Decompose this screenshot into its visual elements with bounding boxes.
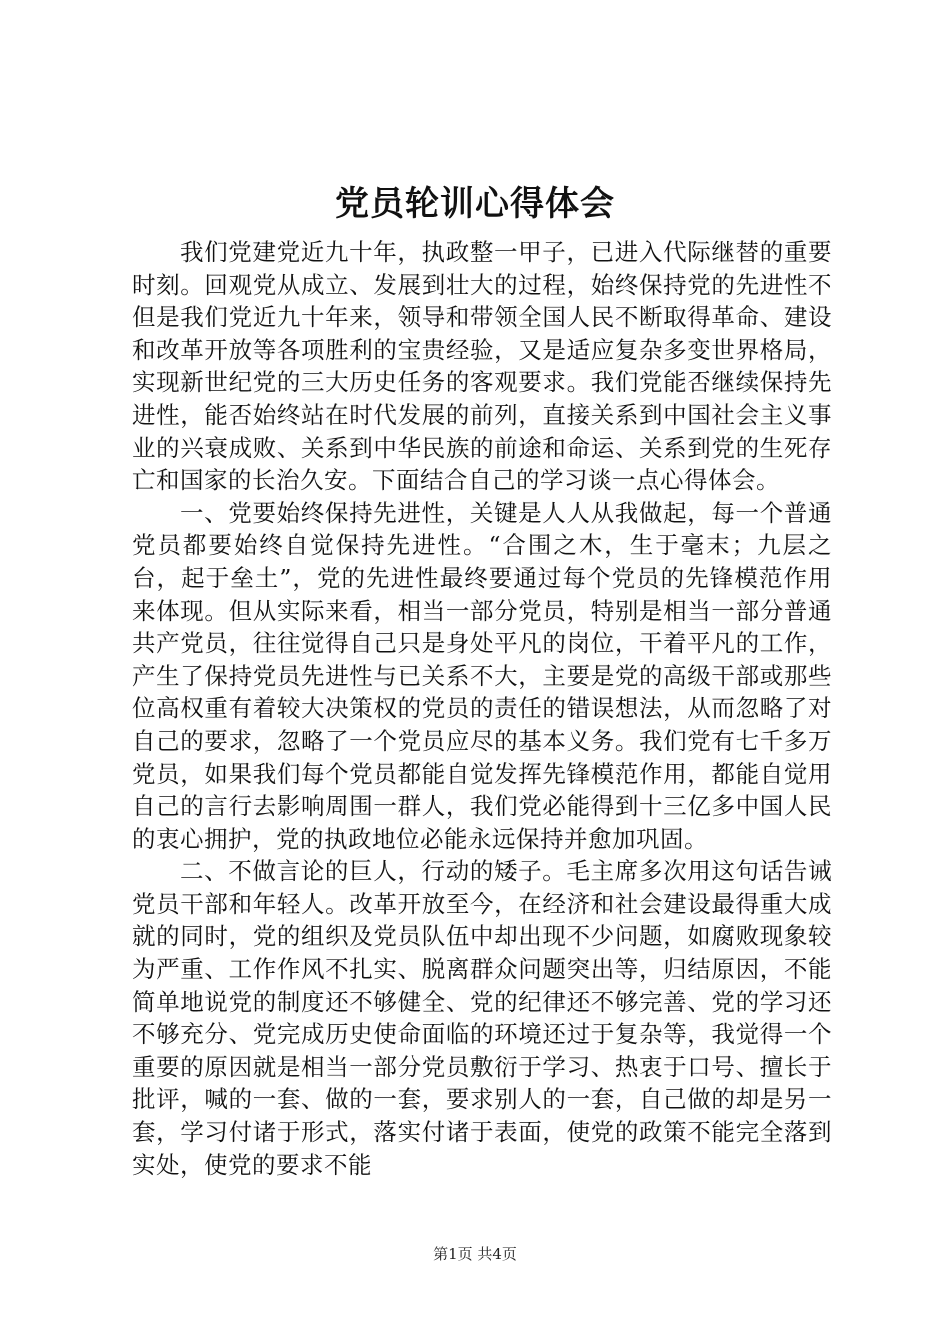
paragraph-section-one: 一、党要始终保持先进性，关键是人人从我做起，每一个普通党员都要始终自觉保持先进性。“合围之木，生于毫末；九层之台，起于垒土”，党的先进性最终要通过每个党员的先锋模范作用来体现。但从实际来看，相当一部分党员，特别是相当一部分普通共产党员，往往觉得自己只是身处平凡的岗位，干着平凡的工作，产生了保持党员先进性与已关系不大，主要是党的高级干部或那些位高权重有着较大决策权的党员的责任的错误想法，从而忽略了对自己的要求，忽略了一个党员应尽的基本义务。我们党有七千多万党员，如果我们每个党员都能自觉发挥先锋模范作用，都能自觉用自己的言行去影响周围一群人，我们党必能得到十三亿多中国人民的衷心拥护，党的执政地位必能永远保持并愈加巩固。 [132, 498, 832, 853]
document-body [132, 236, 832, 1181]
document-title: 党员轮训心得体会 [335, 184, 615, 224]
paragraph-intro: 我们党建党近九十年，执政整一甲子，已进入代际继替的重要时刻。回观党从成立、发展到壮大的过程，始终保持党的先进性不但是我们党近九十年来，领导和带领全国人民不断取得革命、建设和改革开放等各项胜利的宝贵经验，又是适应复杂多变世界格局，实现新世纪党的三大历史任务的客观要求。我们党能否继续保持先进性，能否始终站在时代发展的前列，直接关系到中国社会主义事业的兴衰成败、关系到中华民族的前途和命运、关系到党的生死存亡和国家的长治久安。下面结合自己的学习谈一点心得体会。 [132, 238, 832, 495]
page-footer: 第1页 共4页 [433, 1245, 517, 1263]
paragraph-section-two: 二、不做言论的巨人，行动的矮子。毛主席多次用这句话告诫党员干部和年轻人。改革开放至今，在经济和社会建设最得重大成就的同时，党的组织及党员队伍中却出现不少问题，如腐败现象较为严重、工作作风不扎实、脱离群众问题突出等，归结原因，不能简单地说党的制度还不够健全、党的纪律还不够完善、党的学习还不够充分、党完成历史使命面临的环境还过于复杂等，我觉得一个重要的原因就是相当一部分党员敷衍于学习、热衷于口号、擅长于批评，喊的一套、做的一套，要求别人的一套，自己做的却是另一套，学习付诸于形式，落实付诸于表面，使党的政策不能完全落到实处，使党的要求不能 [132, 857, 832, 1179]
